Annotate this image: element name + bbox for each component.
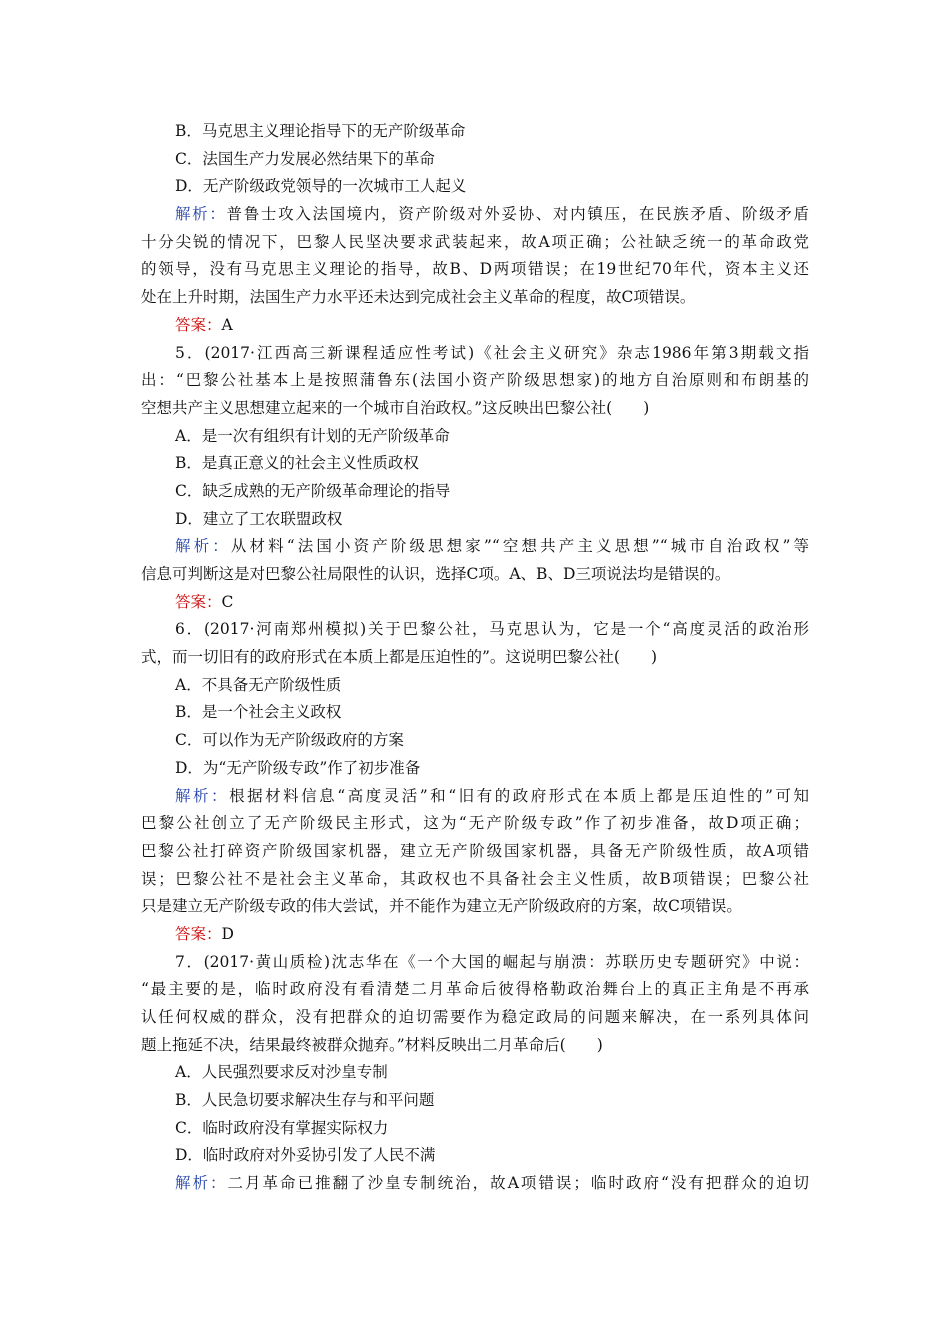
q5-answer bbox=[141, 589, 809, 617]
q6-option-d: D．为“无产阶级专政”作了初步准备 bbox=[175, 758, 421, 777]
answer-value: C bbox=[221, 592, 234, 611]
q6-option-b: B．是一个社会主义政权 bbox=[175, 703, 342, 722]
q6-option-a: A．不具备无产阶级性质 bbox=[175, 675, 342, 694]
answer-label: 答案： bbox=[175, 315, 222, 334]
q7-stem-line-4: 题上拖延不决，结果最终被群众抛弃。”材料反映出二月革命后( ) bbox=[141, 1035, 603, 1054]
q5-stem-line-2: 出：“巴黎公社基本上是按照蒲鲁东(法国小资产阶级思想家)的地方自治原则和布朗基的 bbox=[141, 371, 809, 390]
q7-stem-line-1: 7．(2017·黄山质检)沈志华在《一个大国的崛起与崩溃：苏联历史专题研究》中说： bbox=[175, 952, 809, 971]
q6-stem-line-2: 式，而一切旧有的政府形式在本质上都是压迫性的”。这说明巴黎公社( ) bbox=[141, 648, 658, 667]
answer-value: D bbox=[221, 924, 234, 943]
q5-stem-line-3: 空想共产主义思想建立起来的一个城市自治政权。”这反映出巴黎公社( ) bbox=[141, 398, 650, 417]
analysis-label: 解析： bbox=[175, 1174, 228, 1193]
q4-analysis-line-3: 的领导，没有马克思主义理论的指导，故B、D两项错误；在19世纪70年代，资本主义还 bbox=[141, 260, 809, 279]
page-content bbox=[141, 118, 809, 1198]
q4-option-d: D．无产阶级政党领导的一次城市工人起义 bbox=[175, 177, 467, 196]
q6-stem-line-1: 6．(2017·河南郑州模拟)关于巴黎公社，马克思认为，它是一个“高度灵活的政治形 bbox=[175, 620, 809, 639]
q6-analysis-line-3: 巴黎公社打碎资产阶级国家机器，建立无产阶级国家机器，具备无产阶级性质，故A项错 bbox=[141, 841, 809, 860]
q6-analysis-line-5: 只是建立无产阶级专政的伟大尝试，并不能作为建立无产阶级政府的方案，故C项错误。 bbox=[141, 897, 742, 916]
q7-option-c: C．临时政府没有掌握实际权力 bbox=[175, 1118, 389, 1137]
q5-analysis-line-2: 信息可判断这是对巴黎公社局限性的认识，选择C项。A、B、D三项说法均是错误的。 bbox=[141, 565, 731, 583]
analysis-text: 二月革命已推翻了沙皇专制统治，故A项错误；临时政府“没有把群众的迫切 bbox=[227, 1174, 809, 1193]
q7-stem-line-2: “最主要的是，临时政府没有看清楚二月革命后彼得格勒政治舞台上的真正主角是不再承 bbox=[141, 980, 809, 999]
analysis-label: 解析： bbox=[175, 786, 230, 805]
analysis-text: 根据材料信息“高度灵活”和“旧有的政府形式在本质上都是压迫性的”可知 bbox=[229, 786, 809, 805]
q4-answer bbox=[141, 312, 809, 340]
q4-analysis-line-1 bbox=[141, 201, 809, 229]
q7-analysis-line-1 bbox=[141, 1170, 809, 1198]
q6-analysis-line-2: 巴黎公社创立了无产阶级民主形式，这为“无产阶级专政”作了初步准备，故D项正确； bbox=[141, 814, 809, 833]
analysis-label: 解析： bbox=[175, 537, 231, 556]
q5-option-d: D．建立了工农联盟政权 bbox=[175, 509, 343, 528]
q7-stem-line-3: 认任何权威的群众，没有把群众的迫切需要作为稳定政局的问题来解决，在一系列具体问 bbox=[141, 1008, 809, 1026]
answer-label: 答案： bbox=[175, 924, 222, 943]
q5-stem-line-1: 5．(2017·江西高三新课程适应性考试)《社会主义研究》杂志1986年第3期载文指 bbox=[175, 343, 809, 362]
q7-option-d: D．临时政府对外妥协引发了人民不满 bbox=[175, 1146, 436, 1165]
analysis-text: 普鲁士攻入法国境内，资产阶级对外妥协、对内镇压，在民族矛盾、阶级矛盾 bbox=[226, 205, 809, 224]
q4-option-b: B．马克思主义理论指导下的无产阶级革命 bbox=[175, 122, 466, 140]
q4-analysis-line-4: 处在上升时期，法国生产力水平还未达到完成社会主义革命的程度，故C项错误。 bbox=[141, 288, 696, 307]
q6-answer bbox=[141, 921, 809, 949]
analysis-label: 解析： bbox=[175, 205, 227, 224]
q7-option-a: A．人民强烈要求反对沙皇专制 bbox=[175, 1063, 388, 1082]
q6-analysis-line-1 bbox=[141, 783, 809, 811]
q5-option-c: C．缺乏成熟的无产阶级革命理论的指导 bbox=[175, 481, 451, 500]
q6-analysis-line-4: 误；巴黎公社不是社会主义革命，其政权也不具备社会主义性质，故B项错误；巴黎公社 bbox=[141, 869, 809, 888]
answer-label: 答案： bbox=[175, 592, 222, 611]
q5-option-a: A．是一次有组织有计划的无产阶级革命 bbox=[175, 426, 450, 445]
answer-value: A bbox=[221, 315, 233, 334]
analysis-text: 从材料“法国小资产阶级思想家”“空想共产主义思想”“城市自治政权”等 bbox=[230, 537, 809, 556]
q6-option-c: C．可以作为无产阶级政府的方案 bbox=[175, 731, 404, 750]
q7-option-b: B．人民急切要求解决生存与和平问题 bbox=[175, 1091, 435, 1110]
q5-analysis-line-1 bbox=[141, 533, 809, 561]
q5-option-b: B．是真正意义的社会主义性质政权 bbox=[175, 454, 419, 473]
q4-option-c: C．法国生产力发展必然结果下的革命 bbox=[175, 149, 435, 168]
q4-analysis-line-2: 十分尖锐的情况下，巴黎人民坚决要求武装起来，故A项正确；公社缺乏统一的革命政党 bbox=[141, 232, 809, 251]
